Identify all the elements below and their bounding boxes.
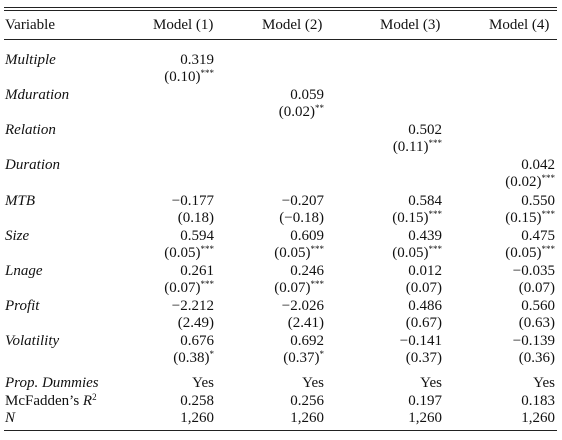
variable-name: Duration: [5, 157, 61, 173]
standard-error-value: (0.37): [405, 350, 442, 366]
significance-stars: ***: [200, 68, 214, 79]
standard-error: [505, 210, 555, 226]
standard-error: [288, 315, 324, 331]
significance-stars: **: [315, 103, 324, 114]
coefficient: 0.594: [180, 228, 214, 244]
standard-error-value: (0.67): [405, 315, 442, 331]
footer-value: 0.197: [408, 393, 442, 409]
standard-error-value: (0.07): [518, 280, 555, 296]
footer-label: [5, 375, 99, 391]
standard-error: [392, 245, 442, 261]
coefficient: −2.026: [281, 298, 324, 314]
standard-error-value: (0.07): [274, 280, 311, 296]
standard-error: [519, 350, 555, 366]
footer-value: 1,260: [521, 410, 555, 426]
significance-stars: ***: [541, 173, 555, 184]
footer-value: 1,260: [290, 410, 324, 426]
standard-error: [505, 174, 555, 190]
footer-value: 1,260: [408, 410, 442, 426]
standard-error-value: (0.07): [405, 280, 442, 296]
standard-error: [392, 210, 442, 226]
top-rule-double: [4, 10, 557, 11]
standard-error-value: (−0.18): [279, 210, 324, 226]
coefficient: 0.475: [521, 228, 555, 244]
standard-error-value: (0.02): [505, 174, 542, 190]
coefficient: 0.246: [290, 263, 324, 279]
coefficient: −0.207: [281, 193, 324, 209]
variable-name: Size: [5, 228, 30, 244]
footer-value: Yes: [420, 375, 442, 391]
coefficient: 0.486: [408, 298, 442, 314]
standard-error-value: (0.11): [392, 139, 429, 155]
standard-error-value: (0.38): [173, 350, 210, 366]
standard-error: [178, 315, 214, 331]
footer-value: 0.256: [290, 393, 324, 409]
coefficient: 0.319: [180, 52, 214, 68]
significance-stars: *: [209, 349, 214, 360]
standard-error-value: (0.15): [505, 210, 542, 226]
standard-error-value: (0.02): [278, 104, 315, 120]
significance-stars: ***: [428, 244, 442, 255]
standard-error: [164, 245, 214, 261]
significance-stars: ***: [428, 209, 442, 220]
footer-value: Yes: [192, 375, 214, 391]
header-variable: Variable: [5, 17, 55, 33]
footer-value: 0.258: [180, 393, 214, 409]
coefficient: −2.212: [171, 298, 214, 314]
standard-error: [393, 139, 442, 155]
standard-error-value: (0.05): [274, 245, 311, 261]
standard-error-value: (2.49): [177, 315, 214, 331]
standard-error-value: (0.10): [164, 69, 201, 85]
standard-error-value: (0.63): [518, 315, 555, 331]
standard-error-value: (0.07): [164, 280, 201, 296]
standard-error-value: (0.18): [177, 210, 214, 226]
standard-error-value: (2.41): [287, 315, 324, 331]
standard-error: [274, 280, 324, 296]
coefficient: −0.177: [171, 193, 214, 209]
coefficient: 0.059: [290, 87, 324, 103]
variable-name: Relation: [5, 122, 56, 138]
significance-stars: ***: [310, 279, 324, 290]
coefficient: 0.012: [408, 263, 442, 279]
r-squared-superscript: 2: [92, 392, 97, 403]
standard-error: [519, 315, 555, 331]
standard-error: [178, 210, 214, 226]
standard-error-value: (0.37): [283, 350, 320, 366]
standard-error: [505, 245, 555, 261]
footer-label-text: N: [5, 410, 16, 426]
coefficient: −0.035: [512, 263, 555, 279]
standard-error-value: (0.05): [505, 245, 542, 261]
standard-error-value: (0.05): [164, 245, 201, 261]
footer-label: [5, 410, 15, 426]
footer-label: [5, 393, 97, 409]
footer-label-text: Prop. Dummies: [5, 375, 99, 391]
variable-name: Profit: [5, 298, 40, 314]
coefficient: 0.584: [408, 193, 442, 209]
standard-error: [274, 245, 324, 261]
significance-stars: ***: [200, 244, 214, 255]
footer-value: Yes: [302, 375, 324, 391]
standard-error: [173, 350, 214, 366]
significance-stars: ***: [310, 244, 324, 255]
standard-error: [279, 104, 324, 120]
standard-error: [164, 69, 214, 85]
standard-error-value: (0.05): [392, 245, 429, 261]
header-rule: [4, 39, 557, 40]
significance-stars: ***: [428, 138, 442, 149]
coefficient: 0.261: [180, 263, 214, 279]
variable-name: MTB: [5, 193, 35, 209]
footer-value: 1,260: [180, 410, 214, 426]
significance-stars: ***: [541, 244, 555, 255]
coefficient: −0.141: [399, 333, 442, 349]
standard-error: [406, 280, 442, 296]
top-rule: [4, 7, 557, 8]
standard-error: [279, 210, 324, 226]
coefficient: 0.692: [290, 333, 324, 349]
variable-name: Volatility: [5, 333, 60, 349]
coefficient: 0.560: [521, 298, 555, 314]
standard-error: [406, 315, 442, 331]
footer-label-text: McFadden’s: [5, 393, 83, 409]
coefficient: 0.550: [521, 193, 555, 209]
coefficient: 0.439: [408, 228, 442, 244]
coefficient: 0.676: [180, 333, 214, 349]
standard-error-value: (0.15): [392, 210, 429, 226]
bottom-rule: [4, 430, 557, 431]
header-model-3: Model (3): [380, 17, 441, 33]
significance-stars: ***: [200, 279, 214, 290]
coefficient: 0.609: [290, 228, 324, 244]
variable-name: Lnage: [5, 263, 43, 279]
footer-value: 0.183: [521, 393, 555, 409]
header-model-1: Model (1): [153, 17, 214, 33]
header-model-4: Model (4): [489, 17, 550, 33]
coefficient: 0.042: [521, 157, 555, 173]
standard-error: [406, 350, 442, 366]
footer-value: Yes: [533, 375, 555, 391]
variable-name: Mduration: [5, 87, 70, 103]
coefficient: 0.502: [408, 122, 442, 138]
variable-name: Multiple: [5, 52, 56, 68]
r-symbol: R: [82, 393, 93, 409]
significance-stars: ***: [541, 209, 555, 220]
standard-error: [519, 280, 555, 296]
significance-stars: *: [319, 349, 324, 360]
coefficient: −0.139: [512, 333, 555, 349]
standard-error: [164, 280, 214, 296]
standard-error: [283, 350, 324, 366]
header-model-2: Model (2): [262, 17, 323, 33]
standard-error-value: (0.36): [518, 350, 555, 366]
